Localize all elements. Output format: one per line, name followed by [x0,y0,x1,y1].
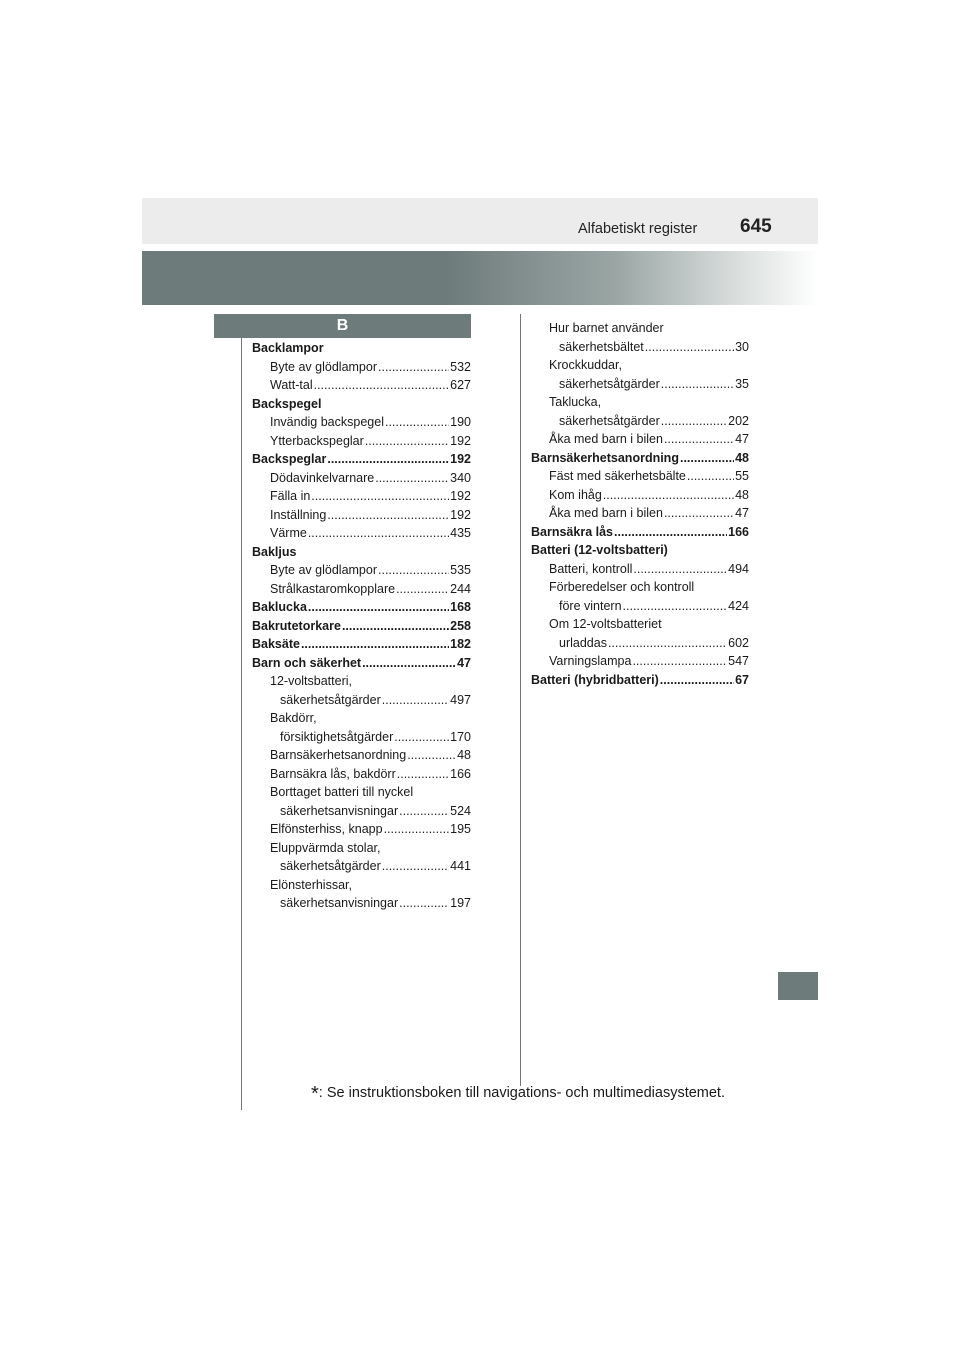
index-term: Backspeglar [252,452,327,466]
index-term: Byte av glödlampor [270,563,378,577]
index-term: Backlampor [252,341,324,355]
dot-leader [664,430,734,449]
index-entry [252,395,471,414]
index-entry [531,523,749,542]
index-page-number: 166 [450,766,471,781]
index-page-number: 535 [450,563,471,577]
index-page-number: 30 [735,339,749,354]
index-entry [252,765,471,784]
dot-leader [311,487,449,506]
index-term: säkerhetsåtgärder [280,692,381,707]
index-entry [531,356,749,375]
index-term: Bakrutetorkare [252,618,341,633]
dot-leader [314,376,450,395]
index-entry [252,728,471,747]
dot-leader [301,635,449,654]
index-page-number: 192 [450,433,471,448]
index-entry [252,802,471,821]
index-page-number: 441 [450,859,471,873]
index-term: Hur barnet använder [549,321,664,335]
index-entry [252,450,471,469]
dot-leader [623,597,728,616]
left-column-rule [241,330,242,1110]
index-term: Åka med barn i bilen [549,506,663,520]
index-entry [252,635,471,654]
index-term: Bakdörr, [270,711,317,725]
index-page-number: 602 [728,635,749,650]
index-entry [531,393,749,412]
dot-leader [614,523,727,542]
dot-leader [661,375,734,394]
index-page-number: 435 [450,526,471,540]
index-page-number: 192 [450,507,471,522]
index-page-number: 258 [450,618,471,633]
dot-leader [365,432,449,451]
index-column-right [531,319,749,689]
dot-leader [608,634,727,653]
dot-leader [664,504,734,523]
index-entry [252,746,471,765]
index-entry [252,598,471,617]
index-term: 12-voltsbatteri, [270,674,352,688]
index-term: säkerhetsanvisningar [280,896,399,910]
index-entry [252,820,471,839]
index-term: Elönsterhissar, [270,877,352,892]
index-entry [252,432,471,451]
dot-leader [687,467,734,486]
header-band [142,198,818,244]
index-entry [252,839,471,858]
header-title: Alfabetiskt register [578,221,698,237]
index-page-number: 48 [735,487,749,502]
index-entry [252,857,471,876]
decorative-gradient-band [142,251,818,305]
index-term: säkerhetsåtgärder [280,859,381,873]
index-term: Ytterbackspeglar [270,433,364,448]
index-page-number: 424 [728,598,749,613]
index-page-number: 192 [450,452,471,466]
dot-leader [661,412,727,431]
index-page-number: 55 [735,469,749,483]
dot-leader [407,746,456,765]
dot-leader [384,820,450,839]
index-entry [531,467,749,486]
index-entry [252,524,471,543]
index-term: urladdas [559,635,607,650]
index-page-number: 524 [450,803,471,818]
index-page-number: 497 [450,692,471,707]
index-term: Om 12-voltsbatteriet [549,617,662,631]
index-entry [252,561,471,580]
dot-leader [308,598,449,617]
dot-leader [327,506,449,525]
index-entry [531,671,749,690]
index-entry [252,580,471,599]
index-term: Barn och säkerhet [252,655,362,670]
dot-leader [397,765,449,784]
index-term: Varningslampa [549,654,632,668]
index-term: Barnsäkerhetsanordning [270,748,407,762]
index-term: Fälla in [270,489,311,503]
dot-leader [603,486,734,505]
index-entry [252,783,471,802]
dot-leader [342,617,449,636]
index-entry [252,709,471,728]
index-term: Strålkastaromkopplare [270,581,396,596]
index-page-number: 547 [728,654,749,668]
index-entry [252,617,471,636]
index-page-number: 627 [450,378,471,392]
index-entry [252,506,471,525]
index-term: Backspegel [252,396,322,411]
index-page-number: 48 [735,450,749,465]
index-term: säkerhetsåtgärder [559,413,660,428]
index-page-number: 244 [450,581,471,596]
index-entry [531,560,749,579]
index-entry [252,469,471,488]
index-page-number: 47 [457,655,471,670]
index-page-number: 47 [735,432,749,446]
index-page-number: 182 [450,637,471,651]
dot-leader [382,691,449,710]
dot-leader [362,654,456,673]
footnote-asterisk: * [311,1083,319,1105]
index-term: Åka med barn i bilen [549,432,663,446]
index-page-number: 192 [450,489,471,503]
index-entry [531,597,749,616]
index-term: försiktighetsåtgärder [280,729,394,744]
index-entry [531,652,749,671]
dot-leader [308,524,449,543]
dot-leader [378,358,449,377]
index-term: Batteri, kontroll [549,561,633,576]
index-entry [252,413,471,432]
index-term: Förberedelser och kontroll [549,580,695,594]
index-entry [252,543,471,562]
index-term: Invändig backspegel [270,415,384,429]
index-term: säkerhetsanvisningar [280,803,399,818]
index-term: före vintern [559,598,622,613]
footnote-text: : Se instruktionsboken till navigations- och multimediasystemet. [318,1085,725,1101]
index-entry [531,504,749,523]
index-term: säkerhetsåtgärder [559,376,660,391]
index-entry [252,376,471,395]
page-number: 645 [740,216,772,237]
dot-leader [382,857,449,876]
index-entry [252,876,471,895]
index-column-left [252,339,471,913]
index-term: Baklucka [252,600,307,614]
index-term: Barnsäkra lås [531,524,614,539]
dot-leader [396,580,449,599]
dot-leader [375,469,449,488]
index-entry [252,894,471,913]
index-term: Inställning [270,507,327,522]
index-entry [252,654,471,673]
index-page-number: 340 [450,470,471,485]
dot-leader [632,652,727,671]
section-side-tab [778,972,818,1000]
index-page-number: 170 [450,729,471,744]
index-entry [531,449,749,468]
index-page-number: 202 [728,413,749,428]
dot-leader [394,728,449,747]
index-term: Borttaget batteri till nyckel [270,785,414,799]
index-page-number: 166 [728,524,749,539]
dot-leader [399,894,449,913]
index-entry [531,412,749,431]
index-page-number: 197 [450,896,471,910]
index-entry [252,487,471,506]
index-term: Krockkuddar, [549,358,622,372]
index-page-number: 168 [450,600,471,614]
index-term: Fäst med säkerhetsbälte [549,469,686,483]
index-term: Kom ihåg [549,487,602,502]
index-term: Baksäte [252,637,300,651]
index-term: Bakljus [252,544,297,559]
index-page-number: 35 [735,376,749,391]
dot-leader [680,449,734,468]
index-term: Barnsäkra lås, bakdörr [270,766,396,781]
index-term: Batteri (12-voltsbatteri) [531,543,668,557]
index-term: Byte av glödlampor [270,359,378,374]
index-page-number: 494 [728,561,749,576]
center-column-rule [520,314,521,1086]
index-entry [531,615,749,634]
index-entry [531,541,749,560]
index-term: Batteri (hybridbatteri) [531,672,659,687]
index-entry [531,486,749,505]
index-page-number: 67 [735,672,749,687]
index-page-number: 532 [450,359,471,374]
index-page-number: 195 [450,822,471,836]
index-entry [531,430,749,449]
dot-leader [378,561,449,580]
index-term: Eluppvärmda stolar, [270,840,381,855]
section-letter-bar: B [214,314,471,338]
dot-leader [385,413,449,432]
dot-leader [633,560,727,579]
dot-leader [327,450,449,469]
index-entry [252,691,471,710]
index-entry [531,375,749,394]
index-term: Värme [270,526,307,540]
index-term: Watt-tal [270,378,313,392]
index-term: Barnsäkerhetsanordning [531,450,679,465]
index-term: säkerhetsbältet [559,339,644,354]
index-entry [252,358,471,377]
dot-leader [645,338,734,357]
index-entry [531,338,749,357]
index-entry [531,634,749,653]
index-entry [531,578,749,597]
index-page-number: 48 [457,748,471,762]
index-term: Dödavinkelvarnare [270,470,375,485]
index-page-number: 47 [735,506,749,520]
index-page-number: 190 [450,415,471,429]
index-term: Elfönsterhiss, knapp [270,822,383,836]
index-entry [531,319,749,338]
footnote [311,1083,725,1106]
index-term: Taklucka, [549,395,602,409]
dot-leader [660,671,734,690]
index-entry [252,339,471,358]
index-entry [252,672,471,691]
dot-leader [399,802,449,821]
